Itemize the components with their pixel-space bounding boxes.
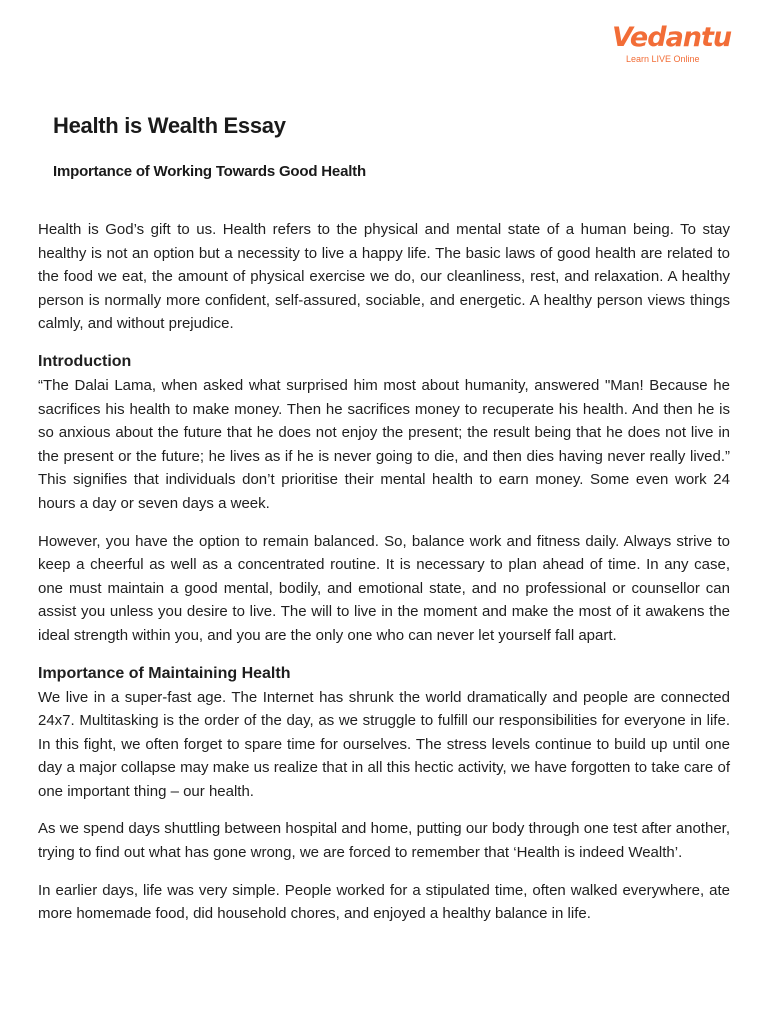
essay-body (38, 218, 730, 940)
importance-paragraph-1: We live in a super-fast age. The Internet has shrunk the world dramatically and people are connected 24x7. Multitasking is the order of the day, as we struggle to fulfill our responsibilities for everyone in life. In this fight, we often forget to spare time for ourselves. The stress levels continue to build up until one day a major collapse may make us realize that in all this hectic activity, we have forgotten to take care of one important thing – our health. (38, 688, 730, 800)
logo-wordmark: Vedantu (612, 22, 732, 53)
intro-paragraph: Health is God’s gift to us. Health refers to the physical and mental state of a human being. To stay healthy is not an option but a necessity to live a happy life. The basic laws of good health are related to the food we eat, the amount of physical exercise we do, our cleanliness, rest, and relaxation. A healthy person is normally more confident, self-assured, sociable, and energetic. A healthy person views things calmly, and without prejudice. (38, 221, 730, 333)
introduction-paragraph-2: However, you have the option to remain balanced. So, balance work and fitness daily. Always strive to keep a cheerful as well as a concentrated routine. It is necessary to plan ahead of time. In any case, one must maintain a good mental, bodily, and emotional state, and no professional or counsellor can assist you unless you desire to live. The will to live in the moment and make the most of it awakens the ideal strength within you, and you are the only one who can never let yourself fall apart. (38, 532, 730, 644)
page-title: Health is Wealth Essay (53, 113, 286, 138)
page-subtitle: Importance of Working Towards Good Health (53, 163, 366, 180)
vedantu-logo (612, 22, 732, 64)
importance-paragraph-2: As we spend days shuttling between hospital and home, putting our body through one test after another, trying to find out what has gone wrong, we are forced to remember that ‘Health is indeed Wealth’. (38, 820, 730, 862)
introduction-paragraph-1: “The Dalai Lama, when asked what surprised him most about humanity, answered "Man! Because he sacrifices his health to make money. Then he sacrifices money to recuperate his health. And then he is so anxious about the future that he does not enjoy the present; the result being that he does not live in the present or the future; he lives as if he is never going to die, and then dies having never really lived.” This signifies that individuals don’t prioritise their mental health to earn money. Some even work 24 hours a day or seven days a week. (38, 376, 730, 512)
logo-tagline: Learn LIVE Online (626, 54, 700, 64)
section-heading-introduction: Introduction (38, 352, 132, 370)
importance-paragraph-3: In earlier days, life was very simple. People worked for a stipulated time, often walked everywhere, ate more homemade food, did household chores, and enjoyed a healthy balance in life. (38, 881, 730, 923)
section-heading-importance: Importance of Maintaining Health (38, 664, 291, 682)
